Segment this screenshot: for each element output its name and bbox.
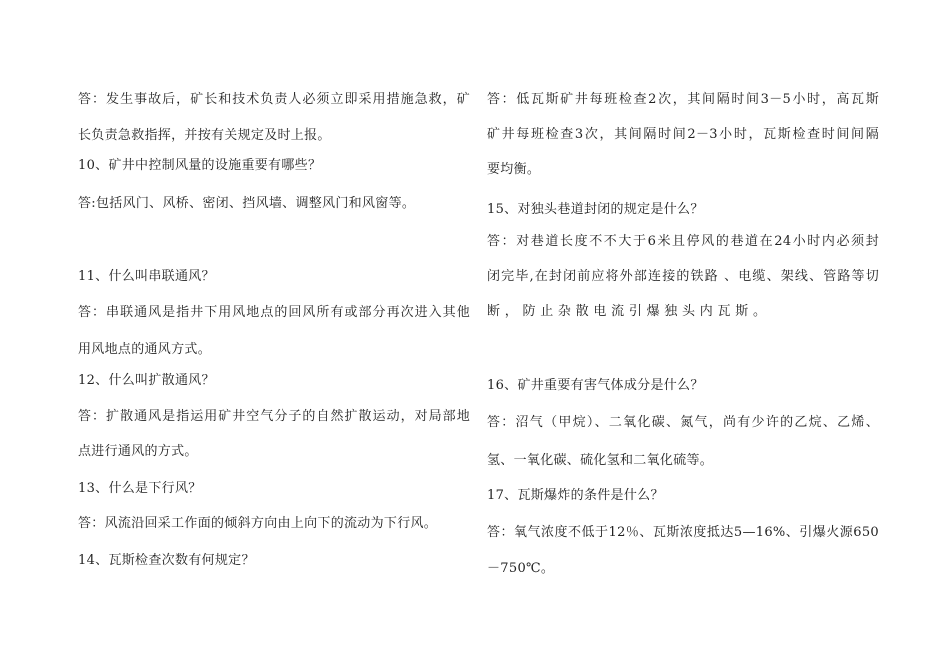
answer-12-line-2: 点进行通风的方式。 bbox=[78, 444, 198, 459]
answer-17-line-1: 答：氧气浓度不低于12％、瓦斯浓度抵达5—16%、引爆火源650 bbox=[487, 525, 879, 540]
answer-16-line-1: 答：沼气（甲烷）、二氧化碳、氮气，尚有少许的乙烷、乙烯、 bbox=[487, 415, 879, 430]
question-12: 12、什么叫扩散通风？ bbox=[78, 373, 215, 388]
answer-11-line-2: 用风地点的通风方式。 bbox=[78, 342, 212, 357]
question-14: 14、瓦斯检查次数有何规定？ bbox=[78, 553, 255, 568]
answer-10: 答:包括风门、风桥、密闭、挡风墙、调整风门和风窗等。 bbox=[78, 196, 416, 211]
question-15: 15、对独头巷道封闭的规定是什么？ bbox=[487, 202, 704, 217]
answer-14-line-3: 要均衡。 bbox=[487, 162, 541, 177]
answer-16-line-2: 氢、一氧化碳、硫化氢和二氧化硫等。 bbox=[487, 453, 714, 468]
answer-15-line-2: 闭完毕,在封闭前应将外部连接的铁路 、电缆、架线、管路等切 bbox=[487, 269, 879, 284]
answer-14-line-1: 答：低瓦斯矿井每班检查2次，其间隔时间3－5小时，高瓦斯 bbox=[487, 92, 879, 107]
answer-15-line-1: 答：对巷道长度不不大于6米且停风的巷道在24小时内必须封 bbox=[487, 234, 879, 249]
question-13: 13、什么是下行风？ bbox=[78, 481, 202, 496]
question-17: 17、瓦斯爆炸的条件是什么？ bbox=[487, 488, 664, 503]
answer-9-line-2: 长负责急救指挥，并按有关规定及时上报。 bbox=[78, 128, 331, 143]
answer-11-line-1: 答：串联通风是指井下用风地点的回风所有或部分再次进入其他 bbox=[78, 305, 470, 320]
answer-13: 答：风流沿回采工作面的倾斜方向由上向下的流动为下行风。 bbox=[78, 516, 438, 531]
answer-12-line-1: 答：扩散通风是指运用矿井空气分子的自然扩散运动，对局部地 bbox=[78, 409, 470, 424]
question-16: 16、矿井重要有害气体成分是什么？ bbox=[487, 378, 704, 393]
answer-17-line-2: －750℃。 bbox=[487, 561, 555, 576]
answer-15-line-3: 断 ， 防 止 杂 散 电 流 引 爆 独 头 内 瓦 斯 。 bbox=[487, 304, 767, 319]
question-10: 10、矿井中控制风量的设施重要有哪些？ bbox=[78, 158, 322, 173]
answer-9-line-1: 答：发生事故后，矿长和技术负责人必须立即采用措施急救，矿 bbox=[78, 92, 470, 107]
answer-14-line-2: 矿井每班检查3次，其间隔时间2－3小时，瓦斯检查时间间隔 bbox=[487, 127, 879, 142]
question-11: 11、什么叫串联通风？ bbox=[78, 269, 215, 284]
